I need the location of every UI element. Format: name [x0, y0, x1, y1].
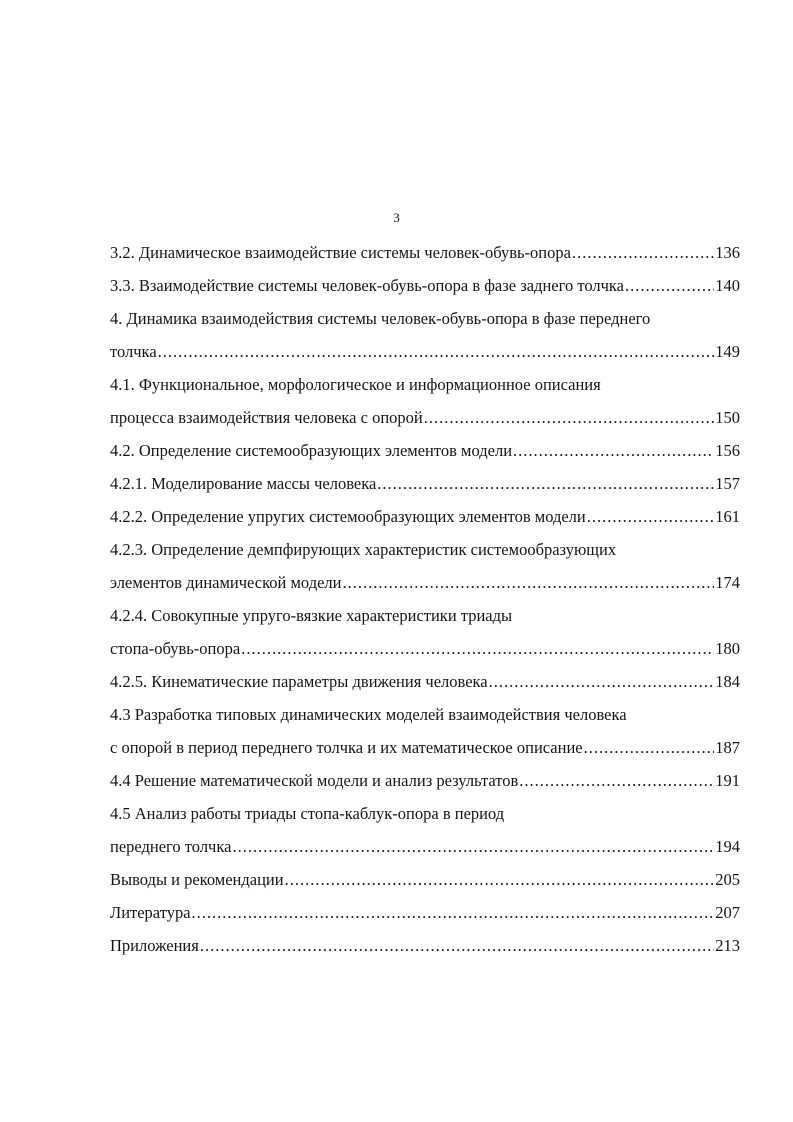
dot-leader [200, 929, 714, 962]
toc-entry-page: 184 [715, 672, 740, 691]
dot-leader [424, 401, 715, 434]
dot-leader [192, 896, 715, 929]
toc-entry-title: переднего толчка [110, 837, 232, 856]
toc-entry-4-2-3-line1[interactable] [110, 533, 740, 566]
toc-entry-title: 4.2.4. Совокупные упруго-вязкие характеристики триады [110, 606, 513, 625]
toc-entry-3-3[interactable] [110, 269, 740, 302]
toc-entry-page: 136 [715, 243, 740, 262]
toc-entry-title: 4.4 Решение математической модели и анализ результатов [110, 771, 519, 790]
toc-entry-title: с опорой в период переднего толчка и их математическое описание [110, 738, 583, 757]
toc-entry-title: 3.3. Взаимодействие системы человек-обувь-опора в фазе заднего толчка [110, 276, 624, 295]
toc-entry-title: Приложения [110, 936, 199, 955]
toc-entry-3-2[interactable] [110, 236, 740, 269]
toc-entry-appendices[interactable] [110, 929, 740, 962]
toc-entry-title: 4.2.2. Определение упругих системообразующих элементов модели [110, 507, 586, 526]
toc-entry-title: 4.3 Разработка типовых динамических моделей взаимодействия человека [110, 705, 627, 724]
table-of-contents [110, 236, 740, 962]
toc-entry-page: 150 [715, 408, 740, 427]
toc-entry-title: Выводы и рекомендации [110, 870, 284, 889]
dot-leader [587, 500, 715, 533]
dot-leader [158, 335, 715, 368]
toc-entry-page: 161 [715, 507, 740, 526]
dot-leader [584, 731, 715, 764]
toc-entry-page: 213 [715, 936, 740, 955]
toc-entry-title: процесса взаимодействия человека с опорой [110, 408, 423, 427]
toc-entry-title: стопа-обувь-опора [110, 639, 241, 658]
dot-leader [489, 665, 715, 698]
toc-entry-title: 4. Динамика взаимодействия системы человек-обувь-опора в фазе переднего [110, 309, 651, 328]
toc-entry-4-1-line2[interactable] [110, 401, 740, 434]
toc-entry-conclusions[interactable] [110, 863, 740, 896]
toc-entry-title: 4.2.5. Кинематические параметры движения человека [110, 672, 488, 691]
toc-entry-title: элементов динамической модели [110, 573, 342, 592]
toc-entry-4-1-line1[interactable] [110, 368, 740, 401]
toc-entry-literature[interactable] [110, 896, 740, 929]
toc-entry-page: 156 [715, 441, 740, 460]
dot-leader [377, 467, 714, 500]
dot-leader [572, 236, 714, 269]
toc-entry-4-2-3-line2[interactable] [110, 566, 740, 599]
toc-entry-title: Литература [110, 903, 191, 922]
dot-leader [513, 434, 714, 467]
toc-entry-4-2-4-line1[interactable] [110, 599, 740, 632]
toc-entry-title: 4.1. Функциональное, морфологическое и информационное описания [110, 375, 601, 394]
toc-entry-4-2[interactable] [110, 434, 740, 467]
toc-entry-title: 3.2. Динамическое взаимодействие системы человек-обувь-опора [110, 243, 571, 262]
toc-entry-4-2-5[interactable] [110, 665, 740, 698]
toc-entry-page: 191 [715, 771, 740, 790]
toc-entry-page: 207 [715, 903, 740, 922]
toc-entry-title: 4.2. Определение системообразующих элементов модели [110, 441, 513, 460]
toc-entry-title: толчка [110, 342, 157, 361]
page-number: 3 [393, 210, 400, 225]
dot-leader [232, 830, 714, 863]
toc-entry-page: 187 [715, 738, 740, 757]
toc-entry-4-5-line2[interactable] [110, 830, 740, 863]
toc-entry-title: 4.5 Анализ работы триады стопа-каблук-опора в период [110, 804, 505, 823]
toc-entry-4-2-2[interactable] [110, 500, 740, 533]
toc-entry-4-5-line1[interactable] [110, 797, 740, 830]
toc-entry-4-line2[interactable] [110, 335, 740, 368]
toc-entry-page: 140 [715, 276, 740, 295]
dot-leader [625, 269, 714, 302]
toc-entry-page: 174 [715, 573, 740, 592]
toc-entry-page: 157 [715, 474, 740, 493]
toc-entry-4-2-4-line2[interactable] [110, 632, 740, 665]
dot-leader [241, 632, 714, 665]
toc-entry-page: 205 [715, 870, 740, 889]
dot-leader [519, 764, 714, 797]
toc-entry-4-3-line1[interactable] [110, 698, 740, 731]
toc-entry-page: 194 [715, 837, 740, 856]
toc-entry-4-2-1[interactable] [110, 467, 740, 500]
toc-entry-4-4[interactable] [110, 764, 740, 797]
dot-leader [342, 566, 714, 599]
toc-entry-title: 4.2.3. Определение демпфирующих характеристик системообразующих [110, 540, 617, 559]
toc-entry-4-line1[interactable] [110, 302, 740, 335]
toc-entry-4-3-line2[interactable] [110, 731, 740, 764]
toc-entry-page: 149 [715, 342, 740, 361]
dot-leader [285, 863, 715, 896]
toc-entry-page: 180 [715, 639, 740, 658]
toc-entry-title: 4.2.1. Моделирование массы человека [110, 474, 377, 493]
